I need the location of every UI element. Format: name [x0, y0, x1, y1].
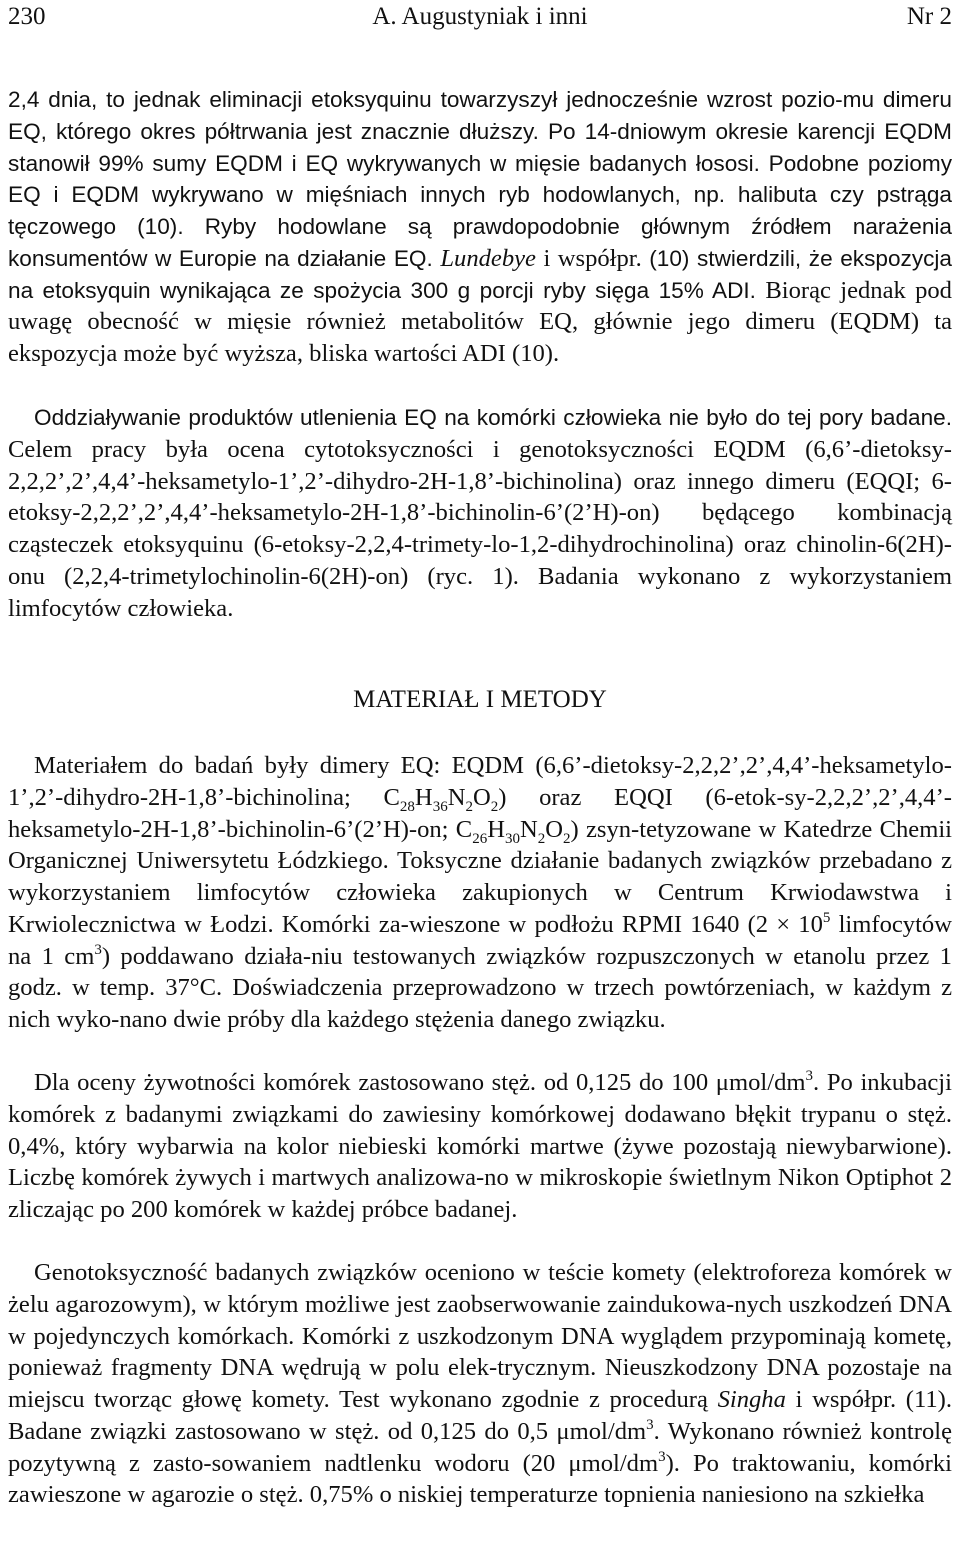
exponent-3: 3 [646, 1416, 654, 1433]
aim-text-a: Oddziaływanie produktów utlenienia EQ na komórki człowieka nie było do tej pory badane. [34, 405, 952, 430]
intro-text-f: Biorąc jednak pod uwagę obecność w mięsie również metabolitów EQ, głównie jego dimeru (EQDM) ta ekspozycja może być wyższa, bliska wartości ADI (10). [8, 276, 952, 367]
formula1-h-count: 36 [432, 798, 448, 815]
formula2-o: O [545, 815, 563, 843]
formula1-o: O [472, 783, 491, 811]
viability-text-b: . Po inkubacji komórek z badanymi związkami do zawiesiny komórkowej dodawano błękit trypanu o stęż. 0,4%, który wybarwia na kolor niebieski komórki martwe (żywe pozostają niewybarwione). Liczbę komórek żywych i martwych analizowa-no w mikroskopie świetlnym Nikon Optiphot 2 zliczając po 200 komórek w każdej próbce badanej. [8, 1069, 952, 1223]
paragraph-aim [8, 402, 952, 624]
running-title: A. Augustyniak i inni [372, 3, 588, 30]
exponent-3: 3 [658, 1448, 666, 1465]
paragraph-intro [8, 84, 952, 370]
intro-text-d: i współpr. [535, 244, 650, 272]
paragraph-comet-assay [8, 1257, 952, 1511]
running-header [8, 0, 952, 34]
intro-text-b: Podobne poziomy EQ i EQDM wykrywano w mięśniach innych ryb hodowlanych, np. halibuta czy pstrąga tęczowego (10). Ryby hodowlane są prawdopodobnie głównym źródłem narażenia konsumentów w Europie na działanie EQ. [8, 150, 952, 271]
comet-text-d: ). Po traktowaniu, komórki zawieszone w agarozie o stęż. 0,75% o niskiej temperaturze topnienia naniesiono na szkiełka [8, 1449, 952, 1509]
formula1-o-count: 2 [490, 798, 499, 815]
paragraph-viability [8, 1067, 952, 1226]
exponent-3: 3 [805, 1068, 813, 1084]
formula2-h-count: 30 [504, 830, 520, 847]
comet-text-a: Genotoksyczność badanych związków oceniono w teście komety (elektroforeza komórek w żelu agarozowym), w którym możliwe jest zaobserwowanie zaindukowa-nych uszkodzeń DNA w pojedynczych komórkach. Komórki z uszkodzonym DNA wyglądem przypominają kometę, ponieważ fragmenty DNA wędrują w polu elek-trycznym. Nieuszkodzony DNA pozostaje na miejscu tworząc głowę komety. Test wykonano zgodnie z procedurą [8, 1259, 952, 1413]
formula2-c-count: 26 [472, 830, 488, 847]
intro-text-e: (10) stwierdzili, że ekspozycja na etoksyquin wynikająca ze spożycia 300 g porcji ryby sięga 15% ADI. [8, 245, 952, 303]
materials-text-d: limfocytów na 1 cm [8, 910, 952, 970]
exponent-5: 5 [822, 909, 831, 926]
exponent-3: 3 [94, 941, 102, 958]
author-singha: Singha [717, 1386, 786, 1413]
paragraph-materials [8, 750, 952, 1036]
aim-text-b: Celem pracy była ocena cytotoksyczności i genotoksyczności EQDM (6,6’-dietoksy-2,2,2’,2’,4,4’-heksametylo-1’,2’-dihydro-2H-1,8’-bichinolina) oraz innego dimeru (EQQI; 6-etoksy-2,2,2’,2’,4,4’-heksametylo-2H-1,8’-bichinolin-6’(2’H)-on) będącego kombinacją cząsteczek etoksyquinu (6-etoksy-2,2,4-trimety-lo-1,2-dihydrochinolina) oraz chinolin-6(2H)-onu (2,2,4-trimetylochinolin-6(2H)-on) (ryc. 1). Badania wykonano z wykorzystaniem limfocytów człowieka. [8, 435, 952, 622]
comet-text-b: i współpr. (11). Badane związki zastosowano w stęż. od 0,125 do 0,5 μmol/dm [8, 1386, 952, 1445]
materials-text-e: ) poddawano działa-niu testowanych związków rozpuszczonych w etanolu przez 1 godz. w temp. 37°C. Doświadczenia przeprowadzono w trzech powtórzeniach, w każdym z nich wyko-nano dwie próby dla każdego stężenia danego związku. [8, 942, 952, 1033]
intro-text-a: 2,4 dnia, to jednak eliminacji etoksyquinu towarzyszył jednocześnie wzrost pozio-mu dimeru EQ, którego okres półtrwania jest znacznie dłuższy. Po 14-dniowym okresie karencji EQDM stanowił 99% sumy EQDM i EQ wykrywanych w mięsie badanych łososi. [8, 87, 952, 176]
viability-text-a: Dla oceny żywotności komórek zastosowano stęż. od 0,125 do 100 μmol/dm [34, 1069, 806, 1096]
comet-text-c: . Wykonano również kontrolę pozytywną z zasto-sowaniem nadtlenku wodoru (20 μmol/dm [8, 1417, 952, 1477]
issue-number: Nr 2 [906, 3, 952, 30]
formula2-h: H [487, 815, 505, 843]
formula2-n-count: 2 [537, 830, 546, 847]
section-title: MATERIAŁ I METODY [353, 686, 607, 713]
author-lundebye: Lundebye [440, 244, 536, 272]
formula2-n: N [519, 815, 538, 843]
page-number: 230 [8, 3, 46, 30]
materials-text-b: ) oraz EQQI (6-etok-sy-2,2,2’,2’,4,4’-heksametylo-2H-1,8’-bichinolin-6’(2’H)-on; C [8, 783, 952, 843]
materials-text-c: ) zsyn-tetyzowane w Katedrze Chemii Organicznej Uniwersytetu Łódzkiego. Toksyczne działanie badanych związków przebadano z wykorzystaniem limfocytów człowieka zakupionych w Centrum Krwiodawstwa i Krwiolecznictwa w Łodzi. Komórki za-wieszone w podłożu RPMI 1640 (2 × 10 [8, 815, 952, 938]
formula1-c-count: 28 [399, 798, 415, 815]
formula1-n: N [447, 783, 466, 811]
materials-text-a: Materiałem do badań były dimery EQ: EQDM (6,6’-dietoksy-2,2,2’,2’,4,4’-heksametylo-1’,2’-dihydro-2H-1,8’-bichinolina; C [8, 752, 952, 811]
formula1-n-count: 2 [465, 798, 473, 815]
formula2-o-count: 2 [563, 830, 571, 847]
formula1-h: H [414, 783, 433, 811]
